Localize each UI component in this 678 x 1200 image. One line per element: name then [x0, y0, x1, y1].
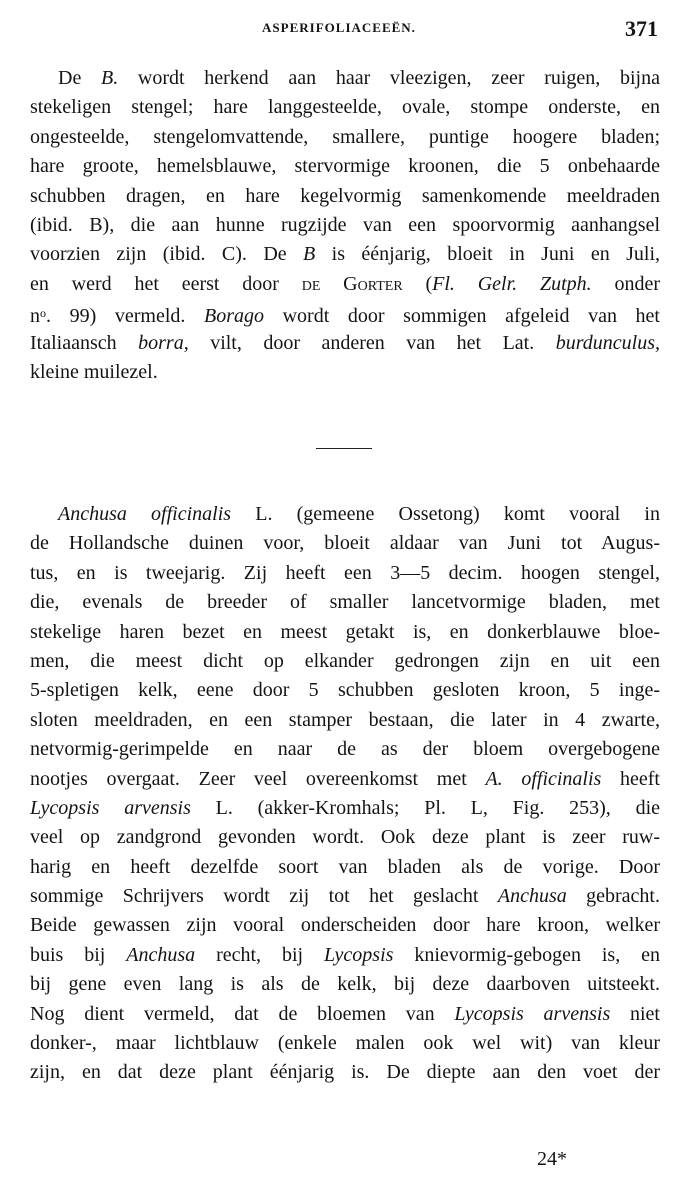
page-number: 371 — [625, 16, 658, 41]
text-line: men, die meest dicht op elkander gedrongen zijn en uit een — [30, 649, 660, 672]
text-line: schubben dragen, en hare kegelvormig samenkomende meeldraden — [30, 184, 660, 207]
paragraph-anchusa — [30, 500, 660, 1088]
text-line: stekelige haren bezet en meest getakt is, en donkerblauwe bloe- — [30, 620, 660, 643]
author-name: de Gorter — [301, 272, 403, 295]
text-line: netvormig-gerimpelde en naar de as der bloem overgebogene — [30, 738, 660, 761]
running-title: ASPERIFOLIACEEËN. — [262, 20, 416, 35]
text-line: kleine muilezel. — [30, 360, 158, 383]
text-line: hare groote, hemelsblauwe, stervormige kroonen, die 5 onbehaarde — [30, 155, 660, 178]
text-line: sloten meeldraden, en een stamper bestaan, die later in 4 zwarte, — [30, 708, 660, 731]
text-line: Nog dient vermeld, dat de bloemen van Lycopsis arvensis niet — [30, 1002, 660, 1025]
text-line: nootjes overgaat. Zeer veel overeenkomst met A. officinalis heeft — [30, 767, 660, 790]
text-line: Anchusa officinalis L. (gemeene Ossetong) komt vooral in — [58, 503, 660, 525]
text-line: donker-, maar lichtblauw (enkele malen ook wel wit) van kleur — [30, 1032, 660, 1055]
text-line: (ibid. B), die aan hunne rugzijde van een spoorvormig aanhangsel — [30, 213, 660, 236]
text-line: de Hollandsche duinen voor, bloeit aldaar van Juni tot Augus- — [30, 532, 660, 555]
text-line: sommige Schrijvers wordt zij tot het geslacht Anchusa gebracht. — [30, 885, 660, 908]
text-line: Italiaansch borra, vilt, door anderen van het Lat. burdunculus, — [30, 331, 660, 354]
text-line: bij gene even lang is als de kelk, bij deze daarboven uitsteekt. — [30, 973, 660, 996]
signature-mark: 24* — [537, 1148, 567, 1170]
text-line: Beide gewassen zijn vooral onderscheiden door hare kroon, welker — [30, 914, 660, 937]
text-line: De B. wordt herkend aan haar vleezigen, zeer ruigen, bijna — [58, 67, 660, 89]
page-header — [0, 16, 678, 46]
text-line: die, evenals de breeder of smaller lancetvormige bladen, met — [30, 591, 660, 614]
text-line: zijn, en dat deze plant éénjarig is. De diepte aan den voet der — [30, 1061, 660, 1084]
text-line: stekeligen stengel; hare langgesteelde, ovale, stompe onderste, en — [30, 96, 660, 119]
text-line: voorzien zijn (ibid. C). De B is éénjarig, bloeit in Juni en Juli, — [30, 243, 660, 266]
text-line: ongesteelde, stengelomvattende, smallere, puntige hoogere bladen; — [30, 125, 660, 148]
text-line: $n^o$. 99) vermeld. Borago wordt door sommigen afgeleid van het — [30, 305, 660, 328]
text-line: harig en heeft dezelfde soort van bladen als de vorige. Door — [30, 855, 660, 878]
text-line: tus, en is tweejarig. Zij heeft een 3—5 decim. hoogen stengel, — [30, 561, 660, 584]
text-line: en werd het eerst door de Gorter (Fl. Gelr. Zutph. onder — [30, 272, 660, 295]
text-line: 5-spletigen kelk, eene door 5 schubben gesloten kroon, 5 inge- — [30, 679, 660, 702]
section-divider — [316, 448, 372, 449]
text-line: Lycopsis arvensis L. (akker-Kromhals; Pl. L, Fig. 253), die — [30, 796, 660, 819]
text-line: veel op zandgrond gevonden wordt. Ook deze plant is zeer ruw- — [30, 826, 660, 849]
text-line: buis bij Anchusa recht, bij Lycopsis knievormig-gebogen is, en — [30, 943, 660, 966]
paragraph-borago — [30, 64, 660, 387]
